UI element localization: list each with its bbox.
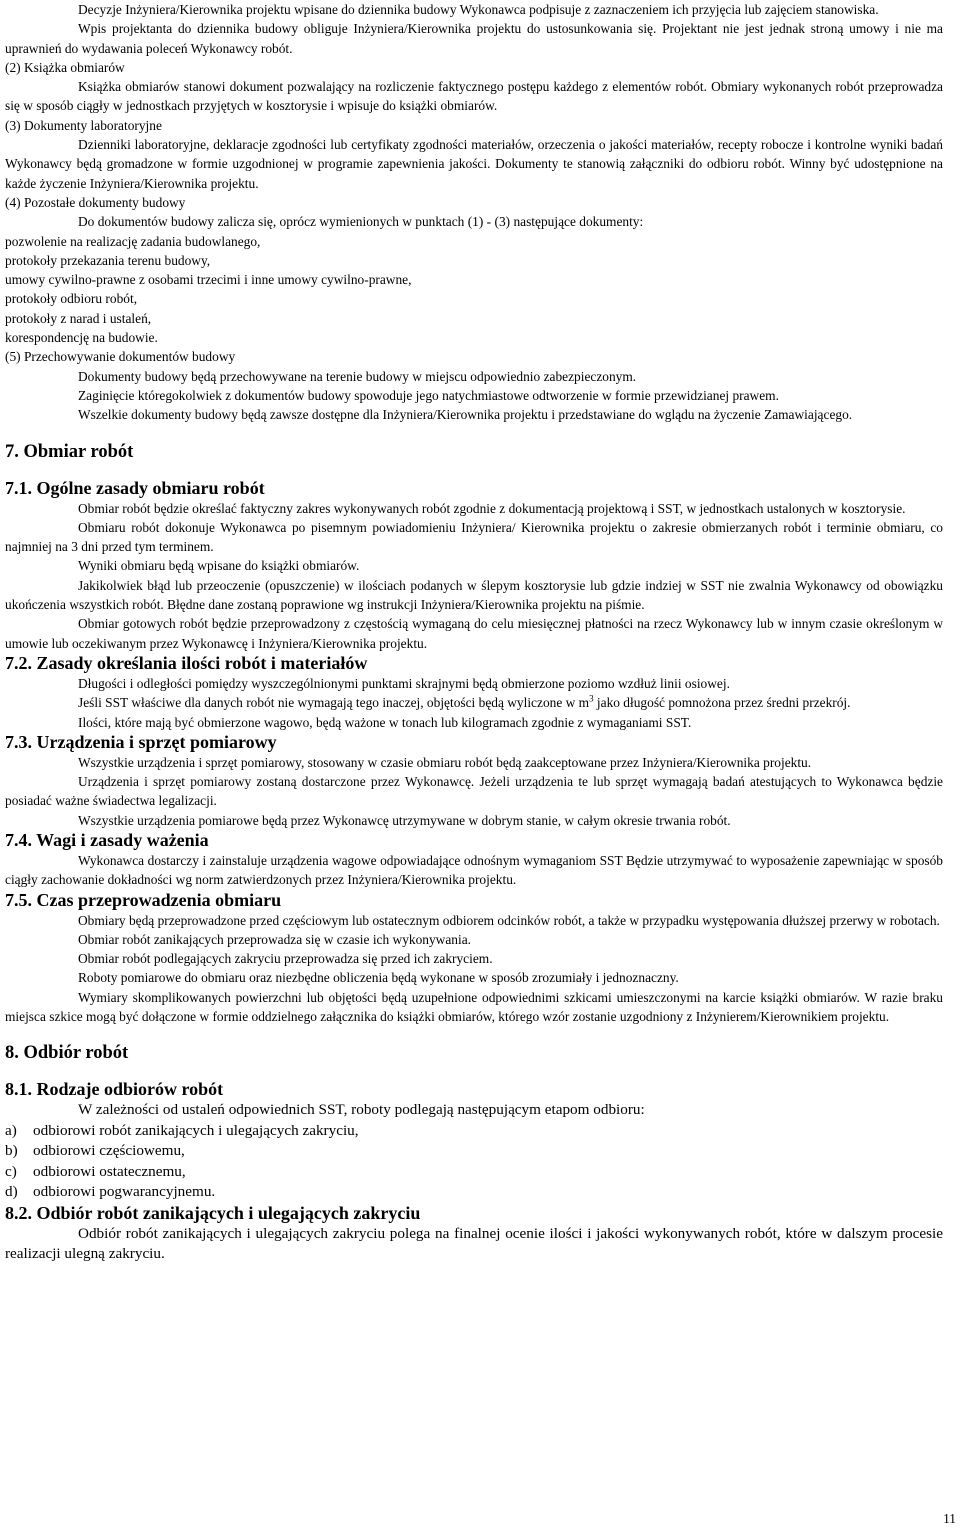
paragraph: Obmiar robót będzie określać faktyczny zakres wykonywanych robót zgodnie z dokumentacją projektową i SST, w jednostkach ustalonych w kosztorysie. xyxy=(78,500,906,516)
list-item xyxy=(5,1182,943,1203)
list-item xyxy=(5,1121,943,1142)
paragraph: Książka obmiarów stanowi dokument pozwalający na rozliczenie faktycznego postępu każdego z elementów robót. Obmiary wykonanych robót przeprowadza się w sposób ciągły w jednostkach przyjętych w kosztorysie i wpisuje do książki obmiarów. xyxy=(5,79,943,114)
list-text: odbiorowi pogwarancyjnemu. xyxy=(33,1183,216,1201)
paragraph: Obmiaru robót dokonuje Wykonawca po pisemnym powiadomieniu Inżyniera/ Kierownika projektu o zakresie obmierzanych robót i terminie obmiaru, co najmniej na 3 dni przed tym terminem. xyxy=(5,519,943,555)
paragraph: W zależności od ustaleń odpowiednich SST, roboty podlegają następującym etapom odbioru: xyxy=(78,1101,645,1119)
section-title: 8.1. Rodzaje odbiorów robót xyxy=(5,1079,224,1100)
paragraph: Ilości, które mają być obmierzone wagowo, będą ważone w tonach lub kilogramach zgodnie z wymaganiami SST. xyxy=(78,714,692,730)
paragraph: Do dokumentów budowy zalicza się, oprócz wymienionych w punktach (1) - (3) następujące dokumenty: xyxy=(78,214,644,230)
paragraph: Decyzje Inżyniera/Kierownika projektu wpisane do dziennika budowy Wykonawca podpisuje z zaznaczeniem ich przyjęcia lub zajęciem stanowiska. xyxy=(78,2,879,17)
paragraph: Obmiar robót podlegających zakryciu przeprowadza się przed ich zakryciem. xyxy=(78,951,493,967)
paragraph: Zaginięcie któregokolwiek z dokumentów budowy spowoduje jego natychmiastowe odtworzenie w formie przewidzianej prawem. xyxy=(78,387,779,403)
paragraph: Urządzenia i sprzęt pomiarowy zostaną dostarczone przez Wykonawcę. Jeżeli urządzenia te lub sprzęt wymagają badań atestujących to Wykonawca będzie posiadać ważne świadectwa legalizacji. xyxy=(5,774,943,809)
subsection-heading: (2) Książka obmiarów xyxy=(5,59,125,75)
paragraph: Obmiar gotowych robót będzie przeprowadzony z częstością wymaganą do celu miesięcznej płatności na rzecz Wykonawcy lub w innym czasie określonym w umowie lub oczekiwanym przez Wykonawcę i Inżyniera/Kierownika projektu. xyxy=(5,616,943,651)
list-marker: b) xyxy=(5,1142,18,1160)
paragraph: Odbiór robót zanikających i ulegających zakryciu polega na finalnej ocenie ilości i jakości wykonywanych robót, które w dalszym procesie realizacji ulegną zakryciu. xyxy=(5,1224,943,1263)
paragraph: Wszystkie urządzenia i sprzęt pomiarowy, stosowany w czasie obmiaru robót będą zaakceptowane przez Inżyniera/Kierownika projektu. xyxy=(78,754,812,770)
section-title: 7.5. Czas przeprowadzenia obmiaru xyxy=(5,889,282,910)
subsection-heading: (4) Pozostałe dokumenty budowy xyxy=(5,194,186,210)
list-item: protokoły przekazania terenu budowy, xyxy=(5,252,211,268)
list-text: odbiorowi częściowemu, xyxy=(33,1142,185,1160)
paragraph: Wymiary skomplikowanych powierzchni lub objętości będą uzupełnione odpowiednimi szkicami umieszczonymi na karcie książki obmiarów. W razie braku miejsca szkice mogą być dołączone w formie oddzielnego załącznika do książki obmiarów, którego wzór zostanie uzgodniony z Inżynierem/Kierownikiem projektu. xyxy=(5,989,943,1025)
paragraph: Jakikolwiek błąd lub przeoczenie (opuszczenie) w ilościach podanych w ślepym kosztorysie lub gdzie indziej w SST nie zwalnia Wykonawcy od obowiązku ukończenia wszystkich robót. Błędne dane zostaną poprawione wg instrukcji Inżyniera/Kierownika projektu na piśmie. xyxy=(5,577,943,613)
paragraph: Wyniki obmiaru będą wpisane do książki obmiarów. xyxy=(78,558,360,574)
section-title: 7.2. Zasady określania ilości robót i materiałów xyxy=(5,652,368,673)
paragraph: Długości i odległości pomiędzy wyszczególnionymi punktami skrajnymi będą obmierzone poziomo wzdłuż linii osiowej. xyxy=(78,675,730,691)
paragraph: Wszelkie dokumenty budowy będą zawsze dostępne dla Inżyniera/Kierownika projektu i przedstawiane do wglądu na życzenie Zamawiającego. xyxy=(78,407,853,423)
chapter-title: 7. Obmiar robót xyxy=(5,441,134,462)
section-title: 7.4. Wagi i zasady ważenia xyxy=(5,829,209,850)
subsection-heading: (5) Przechowywanie dokumentów budowy xyxy=(5,349,236,365)
paragraph: Obmiar robót zanikających przeprowadza się w czasie ich wykonywania. xyxy=(78,931,471,947)
paragraph: Dokumenty budowy będą przechowywane na terenie budowy w miejscu odpowiednio zabezpieczonym. xyxy=(78,368,637,384)
section-title: 8.2. Odbiór robót zanikających i ulegających zakryciu xyxy=(5,1202,421,1223)
list-item xyxy=(5,1141,943,1162)
list-marker: a) xyxy=(5,1121,17,1139)
list-item xyxy=(5,1162,943,1183)
chapter-title: 8. Odbiór robót xyxy=(5,1043,129,1064)
list-marker: c) xyxy=(5,1162,17,1180)
page-number: 11 xyxy=(943,1511,956,1526)
list-item: pozwolenie na realizację zadania budowlanego, xyxy=(5,233,261,249)
paragraph: Obmiary będą przeprowadzone przed częściowym lub ostatecznym odbiorem odcinków robót, a także w przypadku występowania dłuższej przerwy w robotach. xyxy=(78,912,940,928)
subsection-heading: (3) Dokumenty laboratoryjne xyxy=(5,117,162,133)
list-item: protokoły odbioru robót, xyxy=(5,291,138,307)
list-text: odbiorowi ostatecznemu, xyxy=(33,1162,186,1180)
paragraph: Wpis projektanta do dziennika budowy obliguje Inżyniera/Kierownika projektu do ustosunkowania się. Projektant nie jest jednak stroną umowy i nie ma uprawnień do wydawania poleceń Wykonawcy robót. xyxy=(5,21,943,56)
section-title: 7.3. Urządzenia i sprzęt pomiarowy xyxy=(5,731,277,752)
list-item: protokoły z narad i ustaleń, xyxy=(5,310,152,326)
text-run: jako długość pomnożona przez średni przekrój. xyxy=(593,695,851,711)
paragraph: Roboty pomiarowe do obmiaru oraz niezbędne obliczenia będą wykonane w sposób zrozumiały i jednoznaczny. xyxy=(78,970,679,986)
paragraph: Wykonawca dostarczy i zainstaluje urządzenia wagowe odpowiadające odnośnym wymaganiom SST Będzie utrzymywać to wyposażenie zapewniając w sposób ciągły zachowanie dokładności wg norm zatwierdzonych przez Inżyniera/Kierownika projektu. xyxy=(5,852,943,888)
text-run: Jeśli SST właściwe dla danych robót nie wymagają tego inaczej, objętości będą wyliczone w m xyxy=(78,695,590,711)
paragraph: Dzienniki laboratoryjne, deklaracje zgodności lub certyfikaty zgodności materiałów, orzeczenia o jakości materiałów, recepty robocze i kontrolne wyniki badań Wykonawcy będą gromadzone w formie uzgodnionej w programie zapewnienia jakości. Dokumenty te stanowią załączniki do odbioru robót. Winny być udostępnione na każde życzenie Inżyniera/Kierownika projektu. xyxy=(5,137,943,191)
list-text: odbiorowi robót zanikających i ulegających zakryciu, xyxy=(33,1121,359,1139)
superscript: 3 xyxy=(589,693,594,704)
paragraph: Wszystkie urządzenia pomiarowe będą przez Wykonawcę utrzymywane w dobrym stanie, w całym okresie trwania robót. xyxy=(78,812,731,828)
section-title: 7.1. Ogólne zasady obmiaru robót xyxy=(5,477,265,498)
list-marker: d) xyxy=(5,1183,18,1201)
document-page xyxy=(5,0,943,1265)
list-item: umowy cywilno-prawne z osobami trzecimi i inne umowy cywilno-prawne, xyxy=(5,272,412,288)
list-item: korespondencję na budowie. xyxy=(5,330,158,346)
paragraph xyxy=(5,693,943,712)
